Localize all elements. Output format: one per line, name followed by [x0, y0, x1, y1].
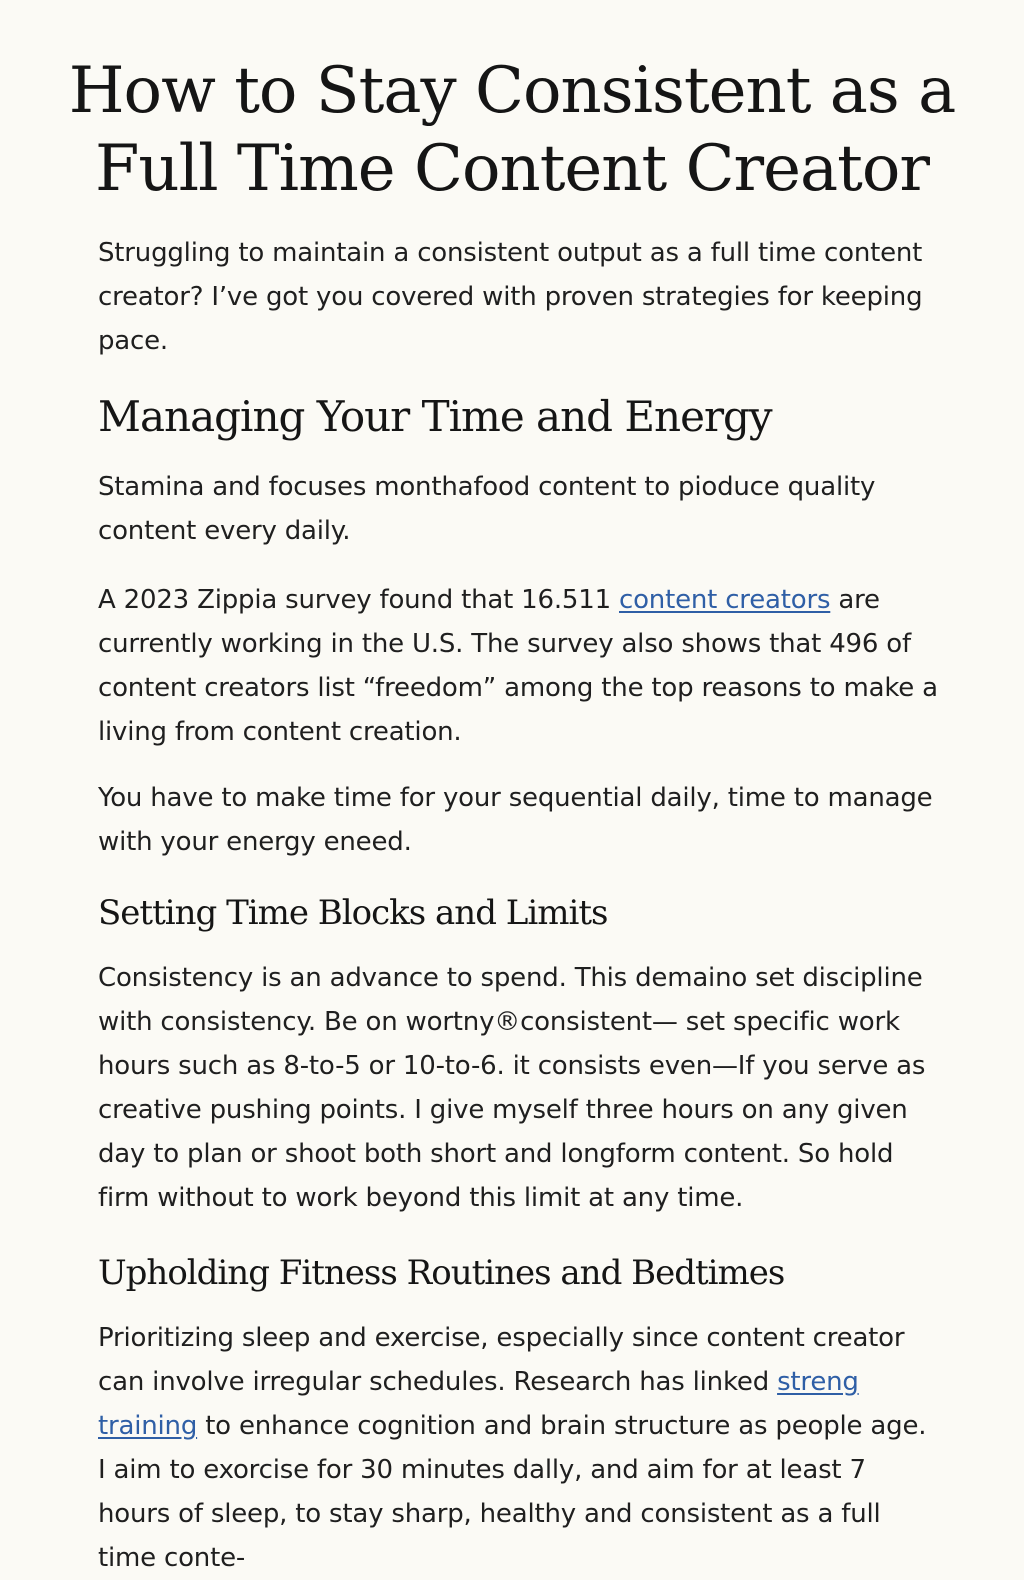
link-strength-training[interactable]: streng training	[98, 1367, 859, 1441]
section-heading-time-energy: Managing Your Time and Energy	[98, 392, 772, 441]
paragraph-text: A 2023 Zippia survey found that 16.511	[98, 585, 619, 615]
paragraph-text: Prioritizing sleep and exercise, especially since content creator can involve irregular schedules. Research has linked	[98, 1323, 905, 1397]
paragraph-text: to enhance cognition and brain structure as people age. I aim to exorcise for 30 minutes dally, and aim for at least 7 hours of sleep, to stay sharp, healthy and consistent as a full time conte-	[98, 1411, 927, 1573]
section-heading-fitness: Upholding Fitness Routines and Bedtimes	[98, 1253, 785, 1293]
paragraph-fitness	[98, 1316, 938, 1580]
paragraph-stamina: Stamina and focuses monthafood content to pioduce quality content every daily.	[98, 472, 876, 546]
article-title: How to Stay Consistent as a Full Time Content Creator	[68, 54, 956, 206]
intro-paragraph: Struggling to maintain a consistent output as a full time content creator? I’ve got you covered with proven strategies for keeping pace.	[98, 238, 923, 356]
section-heading-time-blocks: Setting Time Blocks and Limits	[98, 893, 608, 933]
paragraph-consistency: Consistency is an advance to spend. This demaino set discipline with consistency. Be on wortny®consistent— set specific work hours such as 8-to-5 or 10-to-6. it consists even—If you serve as creative pushing points. I give myself three hours on any given day to plan or shoot both short and longform content. So hold firm without to work beyond this limit at any time.	[98, 963, 926, 1213]
link-content-creators[interactable]: content creators	[619, 585, 831, 615]
paragraph-make-time: You have to make time for your sequential daily, time to manage with your energy eneed.	[98, 783, 933, 857]
paragraph-zippia-survey	[98, 578, 938, 754]
paragraph-text: are currently working in the U.S. The survey also shows that 496 of content creators list “freedom” among the top reasons to make a living from content creation.	[98, 585, 938, 747]
